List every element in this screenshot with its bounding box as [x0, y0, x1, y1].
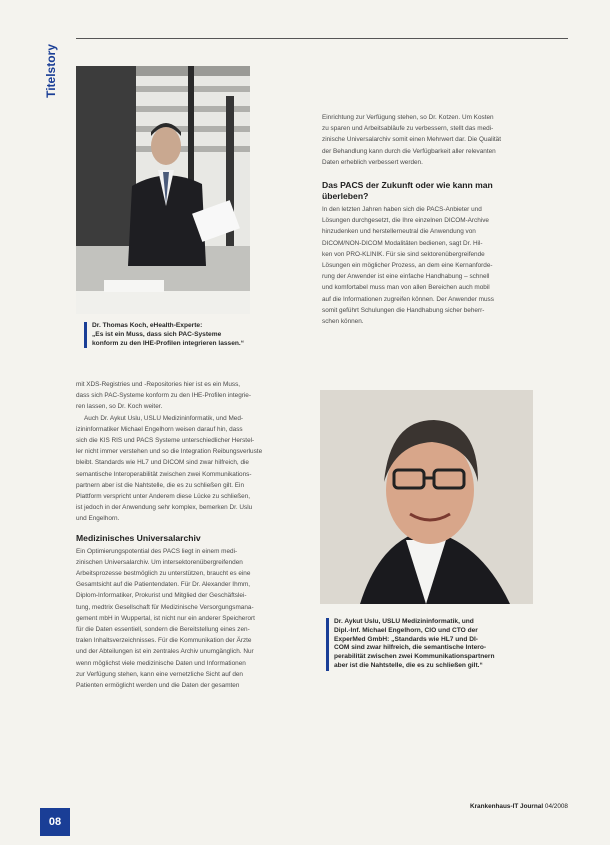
section-heading: Das PACS der Zukunft oder wie kann man [322, 180, 493, 191]
text-line: zinische Universalarchiv somit einen Mehrwert dar. Die Qualität [322, 136, 502, 144]
text-line: partnern aber ist die Nahtstelle, die es zu schließen gilt. Ein [76, 481, 245, 489]
text-line: hinzudenken und herstellerneutral die Anwendung von [322, 228, 476, 236]
page-number: 08 [40, 808, 70, 836]
caption-line: COM sind zwar hilfreich, die semantische Intero- [334, 644, 487, 652]
text-line: Arbeitsprozesse bestmöglich zu unterstützen, braucht es eine [76, 570, 251, 578]
text-line: und der Abteilungen ist ein zentrales Archiv unumgänglich. Nur [76, 648, 254, 656]
caption-accent-bar [326, 618, 329, 671]
text-line: ken von PRO-KLINIK. Für sie sind sektorenübergreifende [322, 250, 485, 258]
text-line: Einrichtung zur Verfügung stehen, so Dr. Kotzen. Um Kosten [322, 114, 494, 121]
text-line: Plattform verspricht unter Anderem diese Lücke zu schließen, [76, 493, 251, 501]
text-line: Lösungen ein möglicher Prozess, an dem eine Kernanforde- [322, 262, 493, 270]
text-line: DICOM/NON-DICOM Modalitäten bedienen, sagt Dr. Hil- [322, 239, 483, 247]
text-line: In den letzten Jahren haben sich die PACS-Anbieter und [322, 206, 482, 214]
text-line: tung, medtrix Gesellschaft für Medizinische Versorgungsmana- [76, 603, 254, 611]
photo-aykut-uslu [320, 390, 533, 604]
text-line: auf die Informationen zugreifen können. Der Anwender muss [322, 295, 494, 303]
text-line: rung der Anwender ist eine einfache Handhabung – schnell [322, 273, 490, 281]
text-line: ler nicht immer verstehen und so die Integration Reibungsverluste [76, 448, 263, 456]
text-line: und komfortabel muss man von allen Bereichen auch mobil [322, 284, 490, 292]
section-label: Titelstory [44, 44, 59, 98]
text-line: bleibt. Standards wie HL7 und DICOM sind zwar hilfreich, die [76, 459, 249, 467]
text-line: schen können. [322, 318, 364, 326]
text-line: der Behandlung kann durch die Verfügbarkeit aller relevanten [322, 147, 496, 155]
caption-line: Dr. Aykut Uslu, USLU Medizininformatik, und [334, 618, 474, 625]
text-line: semantische Interoperabilität zwischen zwei Kommunikations- [76, 470, 252, 478]
text-line: ist jedoch in der Anwendung sehr komplex, bemerken Dr. Uslu [76, 504, 253, 512]
text-line: zinischen Universalarchiv. Um intersektorenübergreifenden [76, 558, 243, 566]
text-line: wenn möglichst viele medizinische Daten und Informationen [76, 659, 246, 667]
caption-line: perabilität zwischen zwei Kommunikationspartnern [334, 653, 495, 661]
text-line: gement mbH in Wuppertal, ist nicht nur ein anderer Speicherort [76, 614, 255, 622]
text-line: und Engelhorn. [76, 515, 120, 523]
caption-line: „Es ist ein Muss, dass sich PAC-Systeme [92, 330, 222, 338]
text-line: Lösungen durchgesetzt, die Ihre einzelnen DICOM-Archive [322, 217, 489, 225]
top-rule [76, 38, 568, 39]
text-line: für die Daten essentiell, sondern die Bereitstellung eines zen- [76, 626, 250, 634]
text-line: izininformatiker Michael Engelhorn weisen darauf hin, dass [76, 425, 243, 433]
text-line: Ein Optimierungspotential des PACS liegt in einem medi- [76, 547, 238, 555]
caption-thomas-koch [84, 322, 244, 348]
text-line: Daten erheblich verbessert werden. [322, 158, 423, 166]
text-line: zu sparen und Arbeitsabläufe zu verbessern, stellt das medi- [322, 125, 494, 133]
text-line: tralen Inhaltsverzeichnisses. Für die Kommunikation der Ärzte [76, 637, 252, 645]
photo-thomas-koch [76, 66, 250, 314]
text-line: Diplom-Informatiker, Prokurist und Mitglied der Geschäftslei- [76, 592, 247, 600]
right-column-text [322, 112, 501, 327]
caption-line: aber ist die Nahtstelle, die es zu schließen gilt.“ [334, 661, 483, 669]
magazine-name: Krankenhaus-IT Journal [469, 803, 544, 810]
caption-accent-bar [84, 322, 87, 348]
caption-line: Dipl.-Inf. Michael Engelhorn, CIO und CTO der [334, 626, 478, 634]
caption-aykut-uslu [326, 618, 494, 671]
text-line: Patienten ermöglicht werden und die Daten der gesamten [76, 682, 240, 690]
text-line: mit XDS-Registries und -Repositories hier ist es ein Muss, [76, 381, 241, 388]
text-line: Auch Dr. Aykut Uslu, USLU Medizininformatik, und Med- [84, 414, 244, 422]
caption-line: Dr. Thomas Koch, eHealth-Experte: [92, 322, 203, 329]
issue-number: 04/2008 [544, 803, 568, 810]
text-line: zur Verfügung stehen, kann eine vernetzliche Sicht auf den [76, 670, 243, 678]
left-column-text [76, 379, 262, 691]
caption-line: konform zu den IHE-Profilen integrieren lassen.“ [92, 339, 245, 347]
text-line: somit geführt Schulungen die Handhabung sicher beherr- [322, 306, 485, 314]
section-heading: Medizinisches Universalarchiv [76, 532, 201, 543]
text-line: ren lassen, so Dr. Koch weiter. [76, 403, 163, 411]
text-line: sich die KIS RIS und PACS Systeme unterschiedlicher Herstel- [76, 437, 255, 445]
text-line: dass sich PAC-Systeme konform zu den IHE-Profilen integrie- [76, 392, 251, 400]
caption-line: ExperMed GmbH: „Standards wie HL7 und DI- [334, 635, 478, 643]
footer [470, 803, 568, 810]
section-heading: überleben? [322, 191, 369, 202]
text-line: Gesamtsicht auf die Patientendaten. Für Dr. Alexander Ihmm, [76, 581, 251, 589]
